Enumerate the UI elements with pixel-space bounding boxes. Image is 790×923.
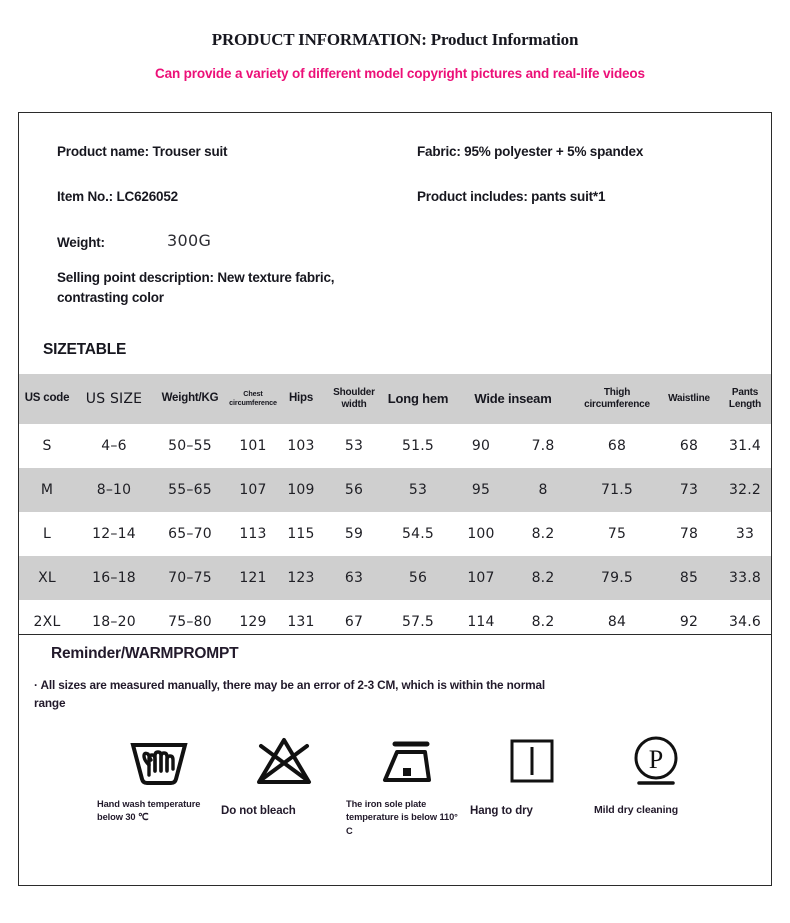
table-bottom-divider: [19, 634, 771, 635]
reminder-title: Reminder/WARMPROMPT: [51, 645, 239, 662]
table-row: [19, 556, 771, 600]
col-pants-length: Pants Length: [728, 387, 762, 410]
care-label: Mild dry cleaning: [594, 804, 679, 816]
cell-waistline: 73: [679, 482, 699, 498]
cell-inseam: 7.8: [531, 438, 555, 454]
table-row: [19, 512, 771, 556]
cell-shoulder: 53: [344, 438, 364, 454]
sizetable-heading: SIZETABLE: [43, 341, 127, 358]
fabric-text: Fabric: 95% polyester + 5% spandex: [417, 144, 644, 159]
cell-thigh: 68: [607, 438, 627, 454]
cell-hips: 103: [287, 438, 315, 454]
cell-us-size: 4–6: [101, 438, 127, 454]
cell-long-hem: 53: [408, 482, 428, 498]
col-long-hem: Long hem: [387, 391, 449, 407]
page-header: [0, 0, 790, 83]
header-subtitle: Can provide a variety of different model copyright pictures and real-life videos: [155, 66, 645, 81]
svg-text:P: P: [648, 745, 664, 774]
cell-us-code: S: [42, 438, 52, 454]
col-thigh-circumference: Thigh circumference: [584, 387, 650, 410]
cell-hips: 109: [287, 482, 315, 498]
reminder-note: · All sizes are measured manually, there may be an error of 2-3 CM, which is within the normal range: [34, 678, 546, 711]
iron-low-heat-icon: [346, 730, 470, 792]
cell-wide: 107: [467, 570, 495, 586]
cell-chest: 101: [239, 438, 267, 454]
size-table-header: [19, 374, 771, 424]
cell-inseam: 8: [538, 482, 548, 498]
col-shoulder-width: Shoulder width: [333, 387, 375, 410]
cell-chest: 113: [239, 526, 267, 542]
col-hips: Hips: [288, 392, 314, 405]
cell-us-size: 8–10: [96, 482, 132, 498]
care-label: Hang to dry: [470, 805, 533, 817]
care-item-hang-to-dry: [470, 730, 594, 838]
cell-thigh: 84: [607, 614, 627, 630]
cell-long-hem: 56: [408, 570, 428, 586]
cell-waistline: 85: [679, 570, 699, 586]
cell-us-size: 18–20: [92, 614, 136, 630]
cell-chest: 107: [239, 482, 267, 498]
cell-wide: 100: [467, 526, 495, 542]
care-item-iron: [346, 730, 470, 838]
cell-shoulder: 56: [344, 482, 364, 498]
cell-thigh: 75: [607, 526, 627, 542]
cell-waistline: 68: [679, 438, 699, 454]
cell-pants-length: 32.2: [729, 482, 761, 498]
cell-wide: 95: [471, 482, 491, 498]
table-row: [19, 600, 771, 644]
table-row: [19, 424, 771, 468]
cell-thigh: 79.5: [601, 570, 633, 586]
cell-hips: 115: [287, 526, 315, 542]
cell-pants-length: 33: [735, 526, 755, 542]
product-attributes: [19, 113, 771, 326]
mild-dry-clean-icon: [594, 730, 718, 792]
cell-weight-kg: 55–65: [168, 482, 212, 498]
cell-wide: 114: [467, 614, 495, 630]
product-name-text: Product name: Trouser suit: [57, 144, 228, 159]
cell-waistline: 92: [679, 614, 699, 630]
cell-pants-length: 31.4: [729, 438, 761, 454]
col-chest-circumference: Chest circumference: [229, 389, 277, 407]
cell-us-code: L: [43, 526, 51, 542]
item-number-text: Item No.: LC626052: [57, 189, 178, 204]
cell-us-code: M: [40, 482, 54, 498]
cell-weight-kg: 70–75: [168, 570, 212, 586]
page-title: PRODUCT INFORMATION: Product Information: [211, 30, 579, 49]
care-label: The iron sole plate temperature is below 110° C: [346, 799, 458, 836]
col-waistline: Waistline: [668, 393, 710, 404]
cell-inseam: 8.2: [531, 570, 555, 586]
care-item-do-not-bleach: [221, 730, 346, 838]
cell-pants-length: 33.8: [729, 570, 761, 586]
size-table-header-row: [19, 374, 771, 424]
care-instructions-row: [19, 730, 771, 838]
cell-shoulder: 63: [344, 570, 364, 586]
cell-us-size: 16–18: [92, 570, 136, 586]
cell-us-code: XL: [38, 570, 56, 586]
care-item-hand-wash: [97, 730, 221, 838]
care-label: Hand wash temperature below 30 ℃: [97, 799, 201, 823]
care-label: Do not bleach: [221, 805, 296, 817]
cell-chest: 129: [239, 614, 267, 630]
cell-inseam: 8.2: [531, 614, 555, 630]
hang-to-dry-icon: [470, 730, 594, 792]
col-us-code: US code: [24, 392, 70, 405]
cell-weight-kg: 75–80: [168, 614, 212, 630]
cell-long-hem: 51.5: [402, 438, 434, 454]
care-item-dry-clean: [594, 730, 718, 838]
cell-wide: 90: [471, 438, 491, 454]
cell-pants-length: 34.6: [729, 614, 761, 630]
cell-long-hem: 57.5: [402, 614, 434, 630]
weight-label: Weight:: [57, 235, 105, 250]
weight-value: 300G: [167, 231, 212, 250]
hand-wash-icon: [97, 730, 221, 792]
product-info-frame: [18, 112, 772, 886]
cell-hips: 131: [287, 614, 315, 630]
cell-thigh: 71.5: [601, 482, 633, 498]
cell-waistline: 78: [679, 526, 699, 542]
size-table: [19, 374, 771, 644]
size-table-body: [19, 424, 771, 644]
cell-long-hem: 54.5: [402, 526, 434, 542]
cell-shoulder: 67: [344, 614, 364, 630]
product-includes-text: Product includes: pants suit*1: [417, 189, 606, 204]
cell-us-code: 2XL: [33, 614, 61, 630]
cell-chest: 121: [239, 570, 267, 586]
cell-shoulder: 59: [344, 526, 364, 542]
table-row: [19, 468, 771, 512]
col-weight-kg: Weight/KG: [161, 392, 219, 405]
cell-us-size: 12–14: [92, 526, 136, 542]
cell-hips: 123: [287, 570, 315, 586]
col-us-size: US SIZE: [85, 390, 143, 407]
cell-weight-kg: 50–55: [168, 438, 212, 454]
cell-weight-kg: 65–70: [168, 526, 212, 542]
selling-point-text: Selling point description: New texture fabric, contrasting color: [57, 270, 335, 305]
cell-inseam: 8.2: [531, 526, 555, 542]
do-not-bleach-icon: [221, 730, 346, 792]
col-wide-inseam: Wide inseam: [474, 391, 552, 407]
